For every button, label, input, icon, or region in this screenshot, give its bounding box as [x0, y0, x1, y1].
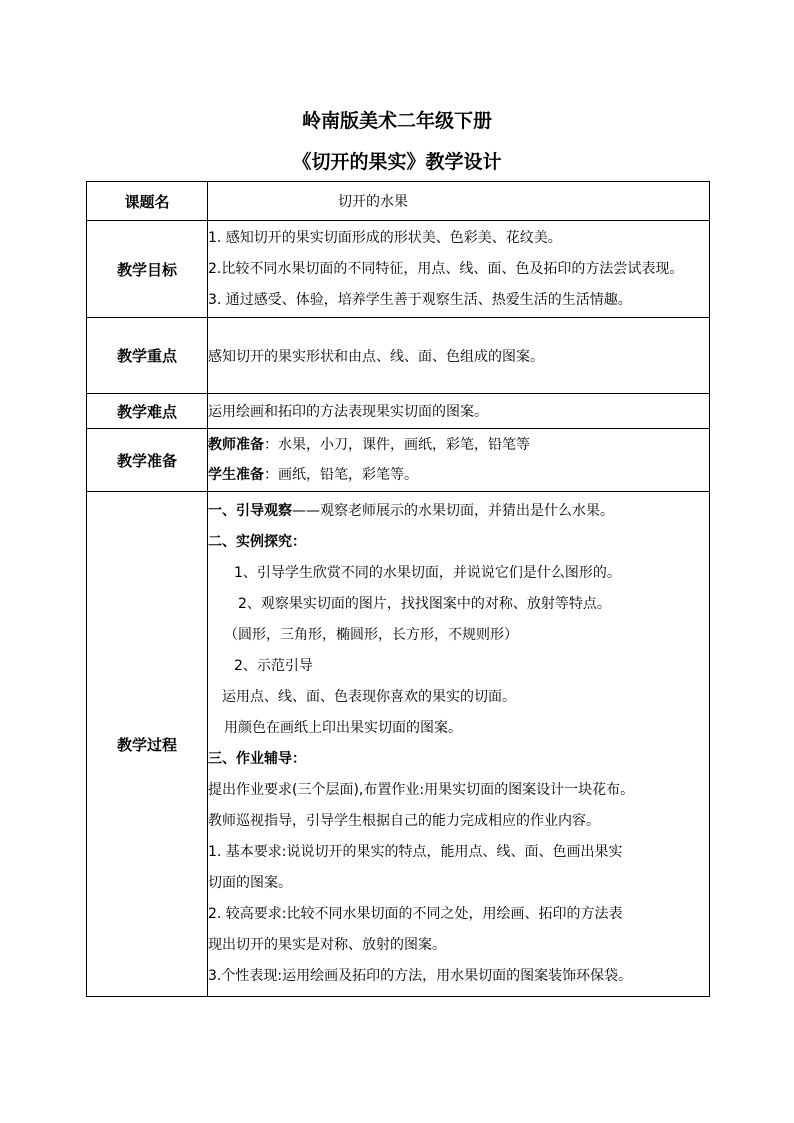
row-process	[87, 492, 710, 997]
process-line-12: 现出切开的果实是对称、放射的图案。	[208, 937, 446, 953]
topic-text: 切开的水果	[338, 194, 408, 210]
process-line-5: 运用点、线、面、色表现你喜欢的果实的切面。	[222, 689, 516, 705]
process-line-6: 用颜色在画纸上印出果实切面的图案。	[224, 720, 462, 736]
step-2-head	[208, 527, 709, 558]
goal-1: 1. 感知切开的果实切面形成的形状美、色彩美、花纹美。	[208, 229, 562, 246]
label-topic: 课题名	[87, 182, 208, 221]
lesson-plan-table	[86, 181, 710, 997]
process-line-9: 1. 基本要求:说说切开的果实的特点，能用点、线、面、色画出果实	[208, 844, 623, 860]
label-key: 教学重点	[87, 318, 208, 394]
label-prep: 教学准备	[87, 429, 208, 492]
row-goals	[87, 221, 710, 318]
label-difficulty: 教学难点	[87, 394, 208, 429]
step-1	[208, 496, 709, 527]
teacher-prep	[208, 430, 709, 460]
step-1-head: 一、引导观察	[208, 503, 292, 519]
student-prep-label: 学生准备	[208, 467, 264, 483]
step-2-head-text: 二、实例探究：	[208, 534, 306, 550]
goal-2: 2.比较不同水果切面的不同特征，用点、线、面、色及拓印的方法尝试表现。	[208, 260, 684, 277]
process-line-2: 2、观察果实切面的图片，找找图案中的对称、放射等特点。	[238, 596, 611, 612]
row-prep	[87, 429, 710, 492]
teacher-prep-label: 教师准备	[208, 437, 264, 453]
step-3-head-text: 三、作业辅导：	[208, 751, 306, 767]
process-line-13: 3.个性表现:运用绘画及拓印的方法，用水果切面的图案装饰环保袋。	[208, 968, 633, 984]
process-line-3: （圆形，三角形，椭圆形，长方形，不规则形）	[224, 627, 518, 643]
process-line-4: 2、示范引导	[234, 658, 313, 674]
student-prep-text: ：画纸，铅笔，彩笔等。	[264, 467, 418, 483]
process-line-8: 教师巡视指导，引导学生根据自己的能力完成相应的作业内容。	[208, 813, 600, 829]
value-difficulty: 运用绘画和拓印的方法表现果实切面的图案。	[208, 394, 710, 429]
row-key	[87, 318, 710, 394]
row-topic	[87, 182, 710, 221]
value-prep	[208, 429, 710, 492]
step-1-text: ——观察老师展示的水果切面，并猜出是什么水果。	[292, 503, 614, 519]
value-key: 感知切开的果实形状和由点、线、面、色组成的图案。	[208, 318, 710, 394]
label-goals: 教学目标	[87, 221, 208, 318]
value-goals	[208, 221, 710, 318]
label-process: 教学过程	[87, 492, 208, 997]
process-line-11: 2. 较高要求:比较不同水果切面的不同之处，用绘画、拓印的方法表	[208, 906, 623, 922]
process-line-1: 1、引导学生欣赏不同的水果切面，并说说它们是什么图形的。	[234, 565, 621, 581]
row-difficulty	[87, 394, 710, 429]
value-topic	[208, 182, 710, 221]
doc-subtitle: 《切开的果实》教学设计	[292, 151, 502, 173]
process-line-7: 提出作业要求(三个层面),布置作业:用果实切面的图案设计一块花布。	[208, 782, 635, 798]
doc-title: 岭南版美术二年级下册	[301, 110, 492, 132]
process-line-10: 切面的图案。	[208, 875, 292, 891]
step-3-head	[208, 744, 709, 775]
value-process	[208, 492, 710, 997]
goal-3: 3. 通过感受、体验，培养学生善于观察生活、热爱生活的生活情趣。	[208, 291, 632, 308]
teacher-prep-text: ：水果，小刀，课件，画纸，彩笔，铅笔等	[264, 437, 530, 453]
student-prep	[208, 460, 709, 490]
